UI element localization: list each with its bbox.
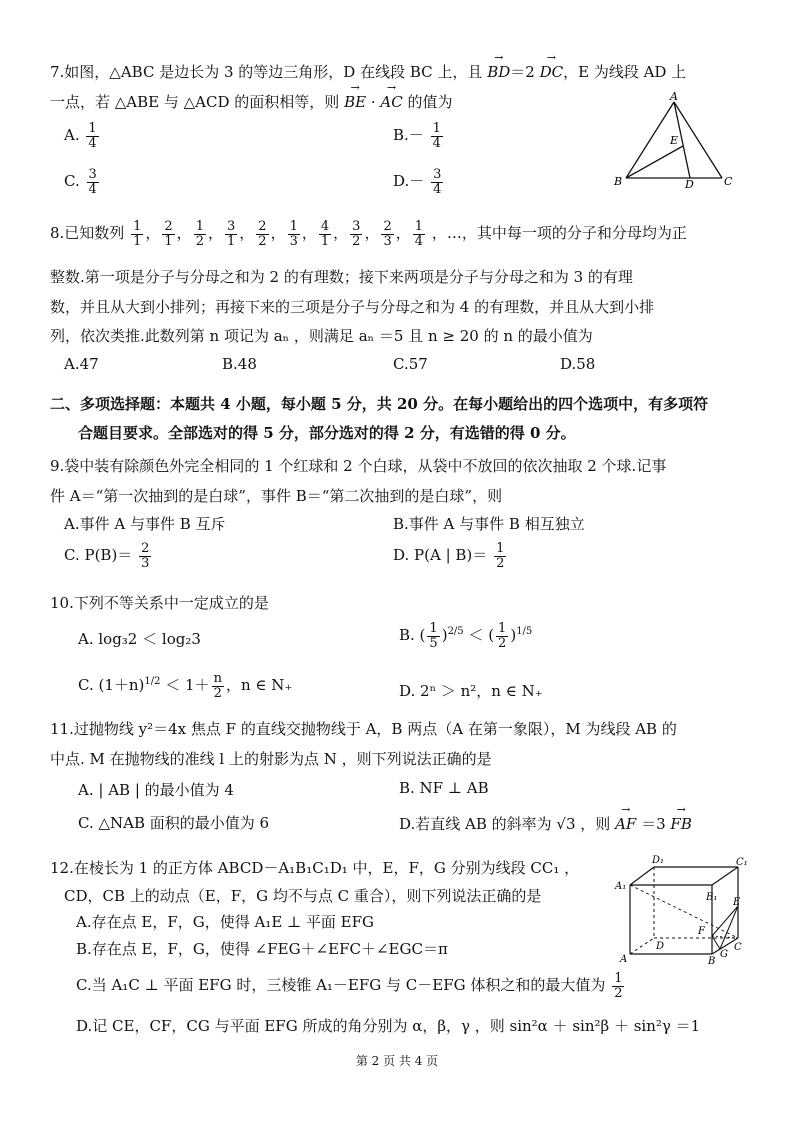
separator: ， [364, 224, 380, 243]
denominator: 1 [226, 233, 236, 249]
q11-option-a: A. | AB | 的最小值为 4 [78, 781, 234, 799]
sequence-term [288, 220, 300, 248]
q7-option-d: D.－ $\frac{3}{4}$ [393, 167, 442, 197]
q11-option-b: B. NF ⊥ AB [399, 779, 489, 797]
q8-line2: 整数.第一项是分子与分母之和为 2 的有理数；接下来两项是分子与分母之和为 3 的有理 [50, 268, 633, 286]
q10-option-c: C. $(1+n)^{1/2} < 1+$ $\frac{n}{2}$ ，n ∈ N₊ [78, 671, 293, 701]
section-header: 二、多项选择题：本题共 4 小题，每小题 5 分，共 20 分。在每小题给出的四个选项中，有多项符 [50, 395, 709, 413]
vector-be: → BE [344, 90, 366, 111]
triangle-figure [612, 90, 742, 190]
numerator: 2 [383, 219, 392, 234]
numerator: 1 [414, 219, 424, 234]
q7-option-a: A. $\frac{1}{4}$ [64, 121, 97, 151]
label-b: B [708, 956, 716, 967]
fraction: $\frac{1}{2}$ [614, 971, 623, 1001]
q10-option-a: A. log₃2 ＜ log₂3 [78, 630, 201, 648]
sequence-term [131, 220, 143, 248]
denominator: 3 [383, 233, 392, 249]
q9-option-b: B.事件 A 与事件 B 相互独立 [393, 515, 585, 533]
fraction: $\frac{1}{4}$ [88, 121, 97, 151]
q7-line1: 7.如图，△ABC 是边长为 3 的等边三角形，D 在线段 BC 上，且 → BD＝2 → DC，E 为线段 AD 上 [50, 60, 686, 82]
q9-option-d: D. P(A | B)＝ $\frac{1}{2}$ [393, 541, 505, 571]
fraction: $\frac{2}{3}$ [141, 541, 150, 571]
sequence-term [413, 220, 425, 248]
q8-line4: 列，依次类推.此数列第 n 项记为 aₙ ，则满足 aₙ ＝5 且 n ≥ 20 的 n 的最小值为 [50, 327, 593, 345]
numerator: 1 [289, 219, 298, 234]
vector-dc: → DC [540, 60, 564, 81]
q7-option-b: B.－ $\frac{1}{4}$ [393, 121, 441, 151]
label-a: A [620, 954, 628, 965]
sequence [129, 219, 427, 249]
fraction: $\frac{1}{4}$ [432, 121, 441, 151]
q7-line2: 一点，若 △ABE 与 △ACD 的面积相等，则 → BE · → AC 的值为 [50, 90, 452, 112]
denominator: 4 [414, 233, 424, 249]
label-c1: C₁ [736, 857, 748, 868]
q9-line1: 9.袋中装有除颜色外完全相同的 1 个红球和 2 个白球，从袋中不放回的依次抽取 2 个球.记事 [50, 457, 667, 475]
separator: ， [270, 224, 286, 243]
vector-bd: → BD [487, 60, 510, 81]
numerator: 1 [195, 219, 204, 234]
q7-option-c: C. $\frac{3}{4}$ [64, 167, 97, 197]
numerator: 4 [320, 219, 330, 234]
label-a: A [670, 90, 678, 103]
sequence-term [225, 220, 237, 248]
numerator: 3 [226, 219, 236, 234]
vector-ac: → AC [380, 90, 402, 111]
fraction: $\frac{1}{2}$ [496, 541, 505, 571]
q11-option-d: D.若直线 AB 的斜率为 √3 ，则 → AF ＝3 → FB [399, 812, 692, 834]
separator: ， [176, 224, 192, 243]
sequence-term [350, 220, 362, 248]
denominator: 2 [352, 233, 361, 249]
label-d: D [656, 941, 665, 952]
label-b1: B₁ [706, 892, 718, 903]
denominator: 1 [320, 233, 330, 249]
label-e: E [733, 897, 741, 908]
numerator: 2 [164, 219, 173, 234]
page-footer: 第 2 页 共 4 页 [355, 1054, 439, 1068]
q10-stem: 10.下列不等关系中一定成立的是 [50, 594, 269, 612]
sequence-term [162, 220, 174, 248]
sequence-term [194, 220, 206, 248]
q8-option-d: D.58 [560, 355, 596, 373]
numerator: 3 [352, 219, 361, 234]
separator: ， [301, 224, 317, 243]
vector-fb: → FB [670, 812, 691, 833]
denominator: 1 [164, 233, 173, 249]
q8-option-a: A.47 [64, 355, 99, 373]
q12-option-a: A.存在点 E，F，G，使得 A₁E ⊥ 平面 EFG [76, 913, 375, 931]
label-f: F [698, 926, 705, 937]
q12-line2: CD，CB 上的动点（E，F，G 均不与点 C 重合），则下列说法正确的是 [64, 887, 542, 905]
cube-figure [612, 852, 752, 967]
q11-line2: 中点. M 在抛物线的准线 l 上的射影为点 N ，则下列说法正确的是 [50, 750, 492, 768]
q10-option-b: B. ( $\frac{1}{5}$ )$^{2/5}$ ＜ ( $\frac{1}{2}$ )$^{1/5}$ [399, 621, 533, 651]
fraction: $\frac{n}{2}$ [213, 671, 222, 701]
denominator: 2 [258, 233, 267, 249]
q12-option-d: D.记 CE，CF，CG 与平面 EFG 所成的角分别为 α，β，γ ，则 sin²α ＋ sin²β ＋ sin²γ ＝1 [76, 1017, 701, 1035]
q9-option-c: C. P(B)＝ $\frac{2}{3}$ [64, 541, 150, 571]
denominator: 3 [289, 233, 298, 249]
sequence-term [319, 220, 331, 248]
label-a1: A₁ [615, 881, 627, 892]
label-b: B [614, 175, 623, 188]
label-d: D [685, 178, 694, 190]
denominator: 1 [133, 233, 142, 249]
fraction: $\frac{1}{5}$ [429, 621, 438, 651]
label-c: C [734, 942, 742, 953]
q10-option-d: D. 2ⁿ ＞ n²，n ∈ N₊ [399, 682, 543, 700]
separator: ， [207, 224, 223, 243]
numerator: 1 [133, 219, 142, 234]
q8-option-b: B.48 [222, 355, 257, 373]
q8-option-c: C.57 [393, 355, 428, 373]
fraction: $\frac{1}{2}$ [498, 621, 507, 651]
q9-line2: 件 A＝“第一次抽到的是白球”，事件 B＝“第二次抽到的是白球”，则 [50, 487, 503, 505]
separator: ， [395, 224, 411, 243]
section-header-line2: 合题目要求。全部选对的得 5 分，部分选对的得 2 分，有选错的得 0 分。 [78, 424, 576, 442]
q8-line3: 数，并且从大到小排列；再接下来的三项是分子与分母之和为 4 的有理数，并且从大到小排 [50, 298, 655, 316]
label-g: G [720, 949, 728, 960]
numerator: 2 [258, 219, 267, 234]
label-d1: D₁ [652, 855, 665, 866]
vector-af: → AF [615, 812, 636, 833]
q11-line1: 11.过抛物线 y²＝4x 焦点 F 的直线交抛物线于 A，B 两点（A 在第一象限），M 为线段 AB 的 [50, 720, 677, 738]
sequence-term [381, 220, 393, 248]
q11-option-c: C. △NAB 面积的最小值为 6 [78, 814, 270, 832]
separator: ， [239, 224, 255, 243]
q12-option-b: B.存在点 E，F，G，使得 ∠FEG＋∠EFC＋∠EGC＝π [76, 940, 448, 958]
separator: ， [333, 224, 349, 243]
q12-option-c: C.当 A₁C ⊥ 平面 EFG 时，三棱锥 A₁－EFG 与 C－EFG 体积之和的最大值为 $\frac{1}{2}$ [76, 971, 623, 1001]
label-c: C [724, 175, 733, 188]
sequence-term [256, 220, 268, 248]
q8-line1: 8.已知数列 $\frac{1}{1}$ ， $\frac{2}{1}$ ， $\frac{1}{2}$ ， $\frac{3}{1}$ ， $\frac{2}{2}$ ， $\frac{1}{3}$ ， $\frac{4}{1}$ ， $\frac{3}{2}$ ， $\frac{2}{3}$ ， $\frac{1}{4}$ ，…，其中每一项的分子和分母均为正 [50, 219, 687, 249]
label-e: E [670, 134, 679, 147]
separator: ， [145, 224, 161, 243]
fraction: $\frac{3}{4}$ [88, 167, 97, 197]
q9-option-a: A.事件 A 与事件 B 互斥 [64, 515, 226, 533]
denominator: 2 [195, 233, 204, 249]
fraction: $\frac{3}{4}$ [433, 167, 442, 197]
q12-line1: 12.在棱长为 1 的正方体 ABCD－A₁B₁C₁D₁ 中，E，F，G 分别为线段 CC₁ ， [50, 859, 580, 877]
